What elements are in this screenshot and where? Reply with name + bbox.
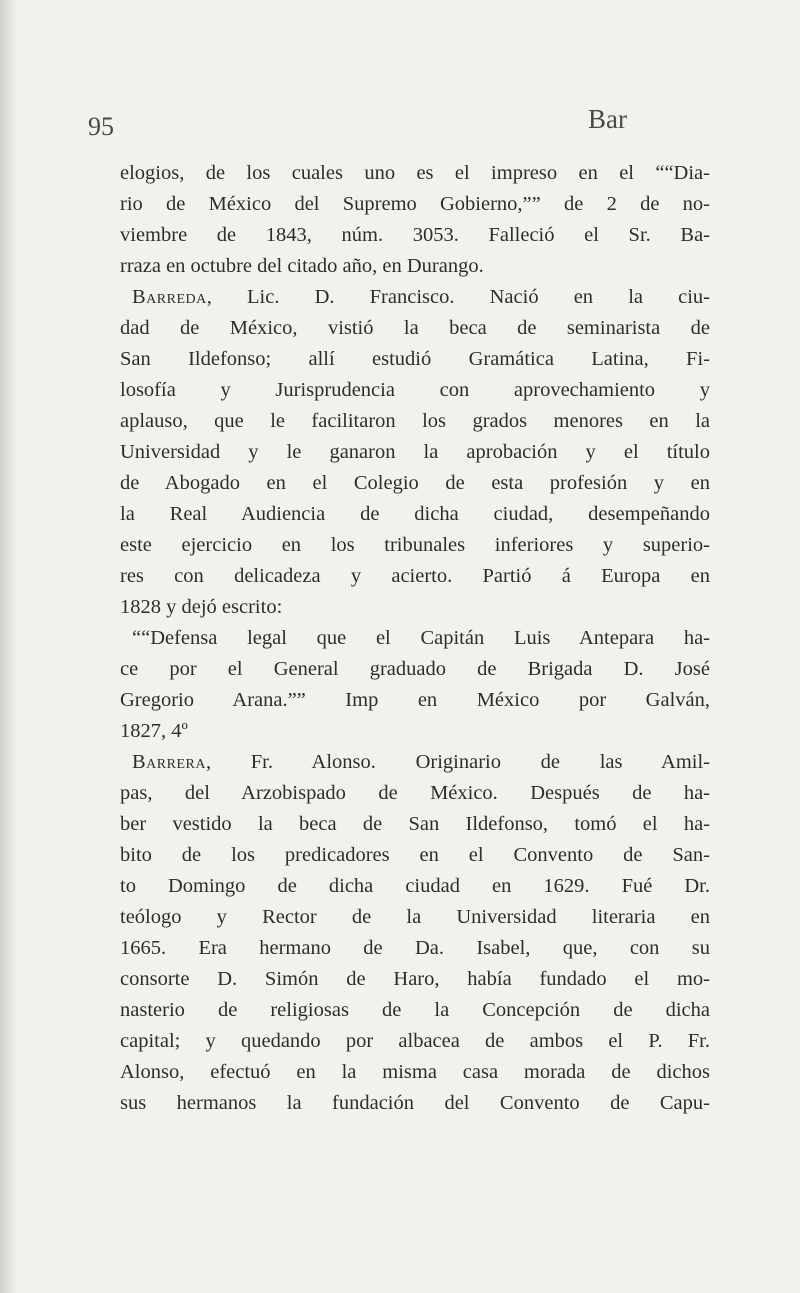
body-text	[120, 158, 710, 1119]
entry-start-barreda: Barreda, Lic. D. Francisco. Nació en la ciu-	[132, 286, 710, 308]
citation-line: ““Defensa legal que el Capitán Luis Antepara ha-	[132, 627, 710, 649]
text-line: viembre de 1843, núm. 3053. Falleció el Sr. Ba-	[120, 224, 710, 246]
text-line: teólogo y Rector de la Universidad literaria en	[120, 906, 710, 928]
entry-headword: Barreda	[132, 286, 207, 308]
entry-headword: Barrera	[132, 751, 206, 773]
citation-line: 1827, 4º	[120, 720, 188, 742]
text-line: res con delicadeza y acierto. Partió á Europa en	[120, 565, 710, 587]
text-line: nasterio de religiosas de la Concepción de dicha	[120, 999, 710, 1021]
text-line: 1665. Era hermano de Da. Isabel, que, con su	[120, 937, 710, 959]
text-line: losofía y Jurisprudencia con aprovechamiento y	[120, 379, 710, 401]
text-line: este ejercicio en los tribunales inferiores y superio-	[120, 534, 710, 556]
text-line: Universidad y le ganaron la aprobación y el título	[120, 441, 710, 463]
text-line: 1828 y dejó escrito:	[120, 596, 283, 618]
text-line: pas, del Arzobispado de México. Después de ha-	[120, 782, 710, 804]
page-edge-shadow	[0, 0, 18, 1293]
citation-line: Gregorio Arana.”” Imp en México por Galván,	[120, 689, 710, 711]
running-head: Bar	[588, 104, 627, 134]
citation-line: ce por el General graduado de Brigada D. José	[120, 658, 710, 680]
text-line: capital; y quedando por albacea de ambos el P. Fr.	[120, 1030, 710, 1052]
text-line: rraza en octubre del citado año, en Durango.	[120, 255, 484, 277]
text-line: de Abogado en el Colegio de esta profesión y en	[120, 472, 710, 494]
text-line: to Domingo de dicha ciudad en 1629. Fué Dr.	[120, 875, 710, 897]
text-line: Alonso, efectuó en la misma casa morada de dichos	[120, 1061, 710, 1083]
text-line: bito de los predicadores en el Convento de San-	[120, 844, 710, 866]
text-line: elogios, de los cuales uno es el impreso en el ““Dia-	[120, 162, 710, 184]
page-number: 95	[88, 112, 114, 141]
entry-start-barrera: Barrera, Fr. Alonso. Originario de las Amil-	[132, 751, 710, 773]
text-line: sus hermanos la fundación del Convento de Capu-	[120, 1092, 710, 1114]
text-line: dad de México, vistió la beca de seminarista de	[120, 317, 710, 339]
text-line: aplauso, que le facilitaron los grados menores en la	[120, 410, 710, 432]
text-line: consorte D. Simón de Haro, había fundado el mo-	[120, 968, 710, 990]
text-line: ber vestido la beca de San Ildefonso, tomó el ha-	[120, 813, 710, 835]
text-line: la Real Audiencia de dicha ciudad, desempeñando	[120, 503, 710, 525]
text-line: rio de México del Supremo Gobierno,”” de 2 de no-	[120, 193, 710, 215]
text-line: San Ildefonso; allí estudió Gramática Latina, Fi-	[120, 348, 710, 370]
